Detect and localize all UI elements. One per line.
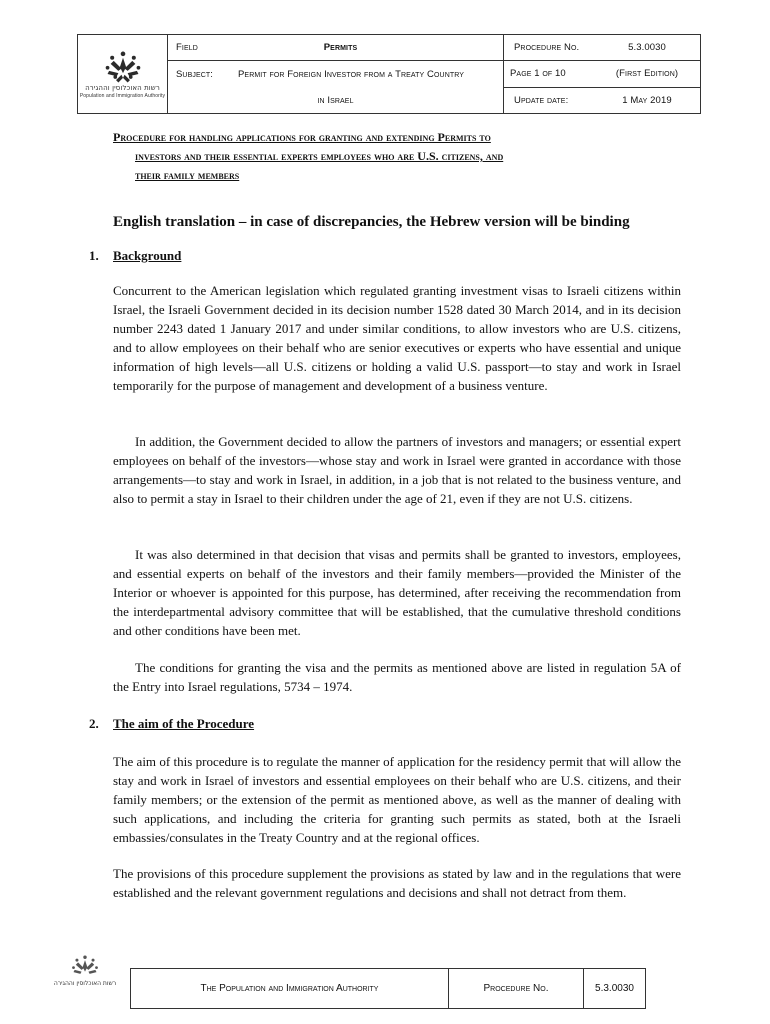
document-footer [130,968,646,1009]
update-date-cell [504,87,701,114]
page-cell [504,61,701,88]
paragraph: In addition, the Government decided to allow the partners of investors and managers; or essential expert employees on behalf of the investors—whose stay and work in Israel were granted in accordance with those arrangements—to stay and work in Israel, in addition, in a job that is not related to the business venture, and also to permit a stay in Israel to their children under the age of 21, even if they are not U.S. citizens. [113,434,681,506]
authority-emblem-icon [83,50,163,84]
section-title-text: The aim of the Procedure [113,716,255,731]
paragraph: Concurrent to the American legislation which regulated granting investment visas to Israeli citizens within Israel, the Israeli Government decided in its decision number 1528 dated 30 March 2014, and in its decision number 2243 dated 1 January 2017 and under similar conditions, to allow investors who are U.S. citizens, and to allow employees on their behalf who are senior executives or experts who have essential and unique information of high levels—all U.S. citizens or holding a valid U.S. passport—to stay and work in Israel temporarily for the purpose of management and development of a business venture. [113,283,681,393]
heading-line-3: their family members [135,168,240,182]
section-title-text: Background [113,248,182,263]
procedure-cell [504,35,701,61]
update-date-label: Update date: [514,94,569,106]
heading-line-1: Procedure for handling applications for granting and extending Permits to [113,130,491,144]
authority-logo [78,35,168,114]
paragraph: The conditions for granting the visa and the permits as mentioned above are listed in regulation 5A of the Entry into Israel regulations, 5734 – 1974. [113,660,681,694]
procedure-label: Procedure No. [514,42,580,53]
subject-label: Subject: [176,68,213,80]
update-date-value: 1 May 2019 [622,94,672,106]
field-value: Permits [323,42,358,53]
paragraph: The aim of this procedure is to regulate the manner of application for the residency permit that will allow the stay and work in Israel of investors and essential employees on their behalf who are U.S. citizens, and their family members; or the extension of the permit as mentioned above, as well as the manner of dealing with such applications, and including the criteria for granting such permits as stated, both at the Israeli embassies/consulates in the Treaty Country and at the regional offices. [113,754,681,845]
field-cell [168,35,504,61]
logo-hebrew-text: רשות האוכלוסין וההגירה [85,83,160,92]
logo-english-text: Population and Immigration Authority [79,92,166,99]
page-label: Page 1 of 10 [510,68,566,80]
section-number: 2. [89,716,99,731]
heading-line-2: investors and their essential experts employees who are U.S. citizens, and [135,149,504,163]
subject-line-1: Permit for Foreign Investor from a Treaty Country [238,68,465,80]
footer-authority: The Population and Immigration Authority [131,969,449,1009]
section-1-title [89,248,182,264]
footer-procedure-value: 5.3.0030 [584,969,646,1009]
footer-logo [50,954,120,987]
translation-notice: English translation – in case of discrepancies, the Hebrew version will be binding [113,214,630,230]
procedure-heading [113,128,683,185]
section-2-title [89,716,255,732]
subject-cell [168,61,504,114]
subject-line-2: in Israel [317,94,354,106]
footer-logo-hebrew-text: רשות האוכלוסין וההגירה [53,980,117,987]
edition-label: (First Edition) [615,68,679,80]
document-header [77,34,701,114]
paragraph: The provisions of this procedure supplement the provisions as stated by law and in the regulations that were established and the relevant government regulations and decisions and shall not detract from them. [113,866,681,900]
footer-emblem-icon [62,954,108,980]
section-number: 1. [89,248,99,263]
field-label: Field [176,42,198,53]
procedure-value: 5.3.0030 [628,42,666,53]
footer-procedure-label: Procedure No. [449,969,584,1009]
paragraph: It was also determined in that decision that visas and permits shall be granted to investors, employees, and essential experts on behalf of the investors and their family members—provided the Minister of the Interior or whoever is appointed for this purpose, has determined, after receiving the recommendation from the interdepartmental advisory committee that will be established, that the cumulative threshold conditions and other conditions have been met. [113,547,681,638]
